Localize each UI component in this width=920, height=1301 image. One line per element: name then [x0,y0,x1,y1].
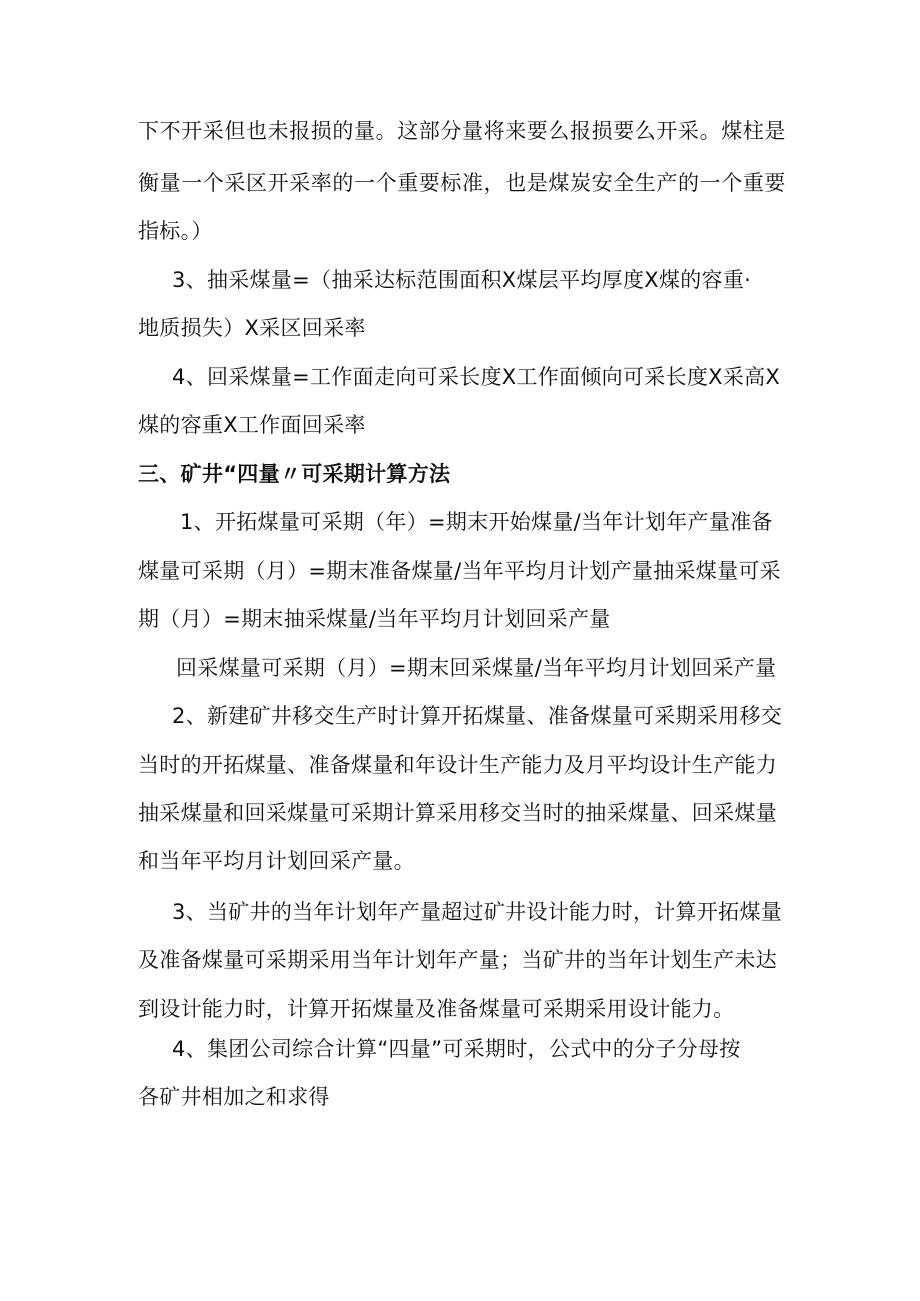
formula-line: 地质损失）X采区回采率 [138,316,366,340]
paragraph-line: 2、新建矿井移交生产时计算开拓煤量、准备煤量可采期采用移交 [172,704,783,728]
formula-line: 煤的容重X工作面回采率 [138,413,366,437]
paragraph-line: 和当年平均月计划回采产量。 [138,849,415,873]
formula-line: 4、回采煤量=工作面走向可采长度X工作面倾向可采长度X采高X [172,365,781,389]
paragraph-line: 4、集团公司综合计算“四量”可采期时，公式中的分子分母按 [172,1037,741,1061]
paragraph-line: 各矿井相加之和求得 [138,1085,330,1109]
paragraph-line: 1、开拓煤量可采期（年）=期末开始煤量/当年计划年产量准备 [180,510,773,534]
paragraph-line: 回采煤量可采期（月）=期末回采煤量/当年平均月计划回采产量 [176,656,777,680]
paragraph-line: 到设计能力时，计算开拓煤量及准备煤量可采期采用设计能力。 [138,997,735,1021]
paragraph-line: 当时的开拓煤量、准备煤量和年设计生产能力及月平均设计生产能力 [138,753,777,777]
paragraph-line: 3、当矿井的当年计划年产量超过矿井设计能力时，计算开拓煤量 [172,900,783,924]
paragraph-line: 及准备煤量可采期采用当年计划年产量；当矿井的当年计划生产未达 [138,948,777,972]
paragraph-line: 煤量可采期（月）=期末准备煤量/当年平均月计划产量抽采煤量可采 [138,559,781,583]
section-heading: 三、矿井“四量〃可采期计算方法 [138,462,451,486]
paragraph-line: 下不开采但也未报损的量。这部分量将来要么报损要么开采。煤柱是 [138,119,786,143]
paragraph-line: 抽采煤量和回采煤量可采期计算采用移交当时的抽采煤量、回采煤量 [138,801,777,825]
formula-line: 3、抽采煤量=（抽采达标范围面积X煤层平均厚度X煤的容重· [172,268,752,292]
paragraph-line: 期（月）=期末抽采煤量/当年平均月计划回采产量 [138,607,611,631]
paragraph-line: 指标。） [138,219,213,243]
paragraph-line: 衡量一个采区开采率的一个重要标准，也是煤炭安全生产的一个重要 [138,171,786,195]
